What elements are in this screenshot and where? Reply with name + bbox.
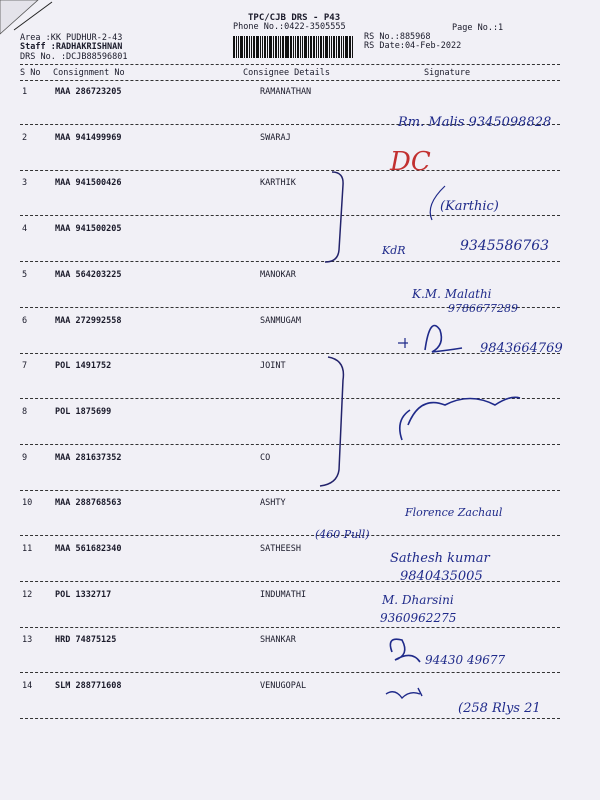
pen-stroke [398,338,408,348]
row-consignment: MAA 941499969 [55,133,122,143]
signature-14-scribble [386,688,422,698]
row-consignee: CO [260,453,271,463]
pen-bracket [320,357,343,486]
row-consignee: SANMUGAM [260,316,301,326]
row-sno: 6 [22,316,28,326]
row-sno: 4 [22,224,28,234]
row-divider [20,307,560,308]
row-divider [20,444,560,445]
row-consignment: MAA 941500205 [55,224,122,234]
row-sno: 7 [22,361,28,371]
row-consignment: MAA 281637352 [55,453,122,463]
signature-6-scribble [425,326,462,353]
row-divider [20,215,560,216]
row-divider [20,627,560,628]
row-consignee: KARTHIK [260,178,296,188]
row-consignment: MAA 288768563 [55,498,122,508]
row-divider [20,261,560,262]
barcode [233,36,353,58]
rs-number: RS No.:885968 [364,32,431,42]
row-consignee: JOINT [260,361,286,371]
rs-date: RS Date:04-Feb-2022 [364,41,462,51]
row-consignment: POL 1332717 [55,590,112,600]
staff-label: Staff :RADHAKRISHNAN [20,42,123,52]
signature-5-phone: 9786677289 [448,302,518,315]
row-divider [20,398,560,399]
row-divider [20,353,560,354]
row-consignment: MAA 286723205 [55,87,122,97]
phone-number: Phone No.:0422-3505555 [233,22,346,32]
row-consignment: MAA 272992558 [55,316,122,326]
note-11: (460 Pull) [315,528,370,541]
signature-13: 94430 49677 [425,653,506,667]
pen-bracket [325,172,343,262]
row-consignment: POL 1875699 [55,407,112,417]
column-header-signature: Signature [424,68,471,78]
row-divider [20,672,560,673]
row-divider [20,490,560,491]
signature-6: 9843664769 [480,341,563,356]
area-label: Area :KK PUDHUR-2-43 [20,33,123,43]
column-header-consignee: Consignee Details [243,68,330,78]
row-divider [20,535,560,536]
page-number: Page No.:1 [452,23,504,33]
divider [20,64,560,65]
divider [20,80,560,81]
signature-4-initials: KdR [382,244,406,257]
drs-number: DRS No. :DCJB88596801 [20,52,128,62]
column-header-sno: S No [20,68,41,78]
stamp-dc: DC [390,147,431,177]
row-consignee: ASHTY [260,498,286,508]
row-divider [20,124,560,125]
row-consignee: MANOKAR [260,270,296,280]
row-sno: 3 [22,178,28,188]
row-consignment: MAA 941500426 [55,178,122,188]
row-sno: 14 [22,681,33,691]
signature-14: (258 Rlys 21 [458,701,541,716]
row-consignee: INDUMATHI [260,590,307,600]
row-sno: 12 [22,590,33,600]
signature-3: (Karthic) [440,199,499,214]
sheet-title: TPC/CJB DRS - P43 [248,13,341,23]
row-sno: 5 [22,270,28,280]
row-consignee: SHANKAR [260,635,296,645]
row-consignment: MAA 561682340 [55,544,122,554]
row-divider [20,170,560,171]
row-consignee: SATHEESH [260,544,301,554]
row-consignment: POL 1491752 [55,361,112,371]
signature-4: 9345586763 [460,238,550,254]
signature-8-scribble [400,397,520,440]
row-sno: 8 [22,407,28,417]
row-consignment: HRD 74875125 [55,635,117,645]
signature-12-phone: 9360962275 [380,611,457,625]
column-header-consignment: Consignment No [53,68,125,78]
signature-13-scribble [390,639,420,662]
row-divider [20,718,560,719]
row-sno: 10 [22,498,33,508]
row-consignee: VENUGOPAL [260,681,307,691]
row-divider [20,581,560,582]
row-sno: 9 [22,453,28,463]
signature-11: Sathesh kumar [390,551,490,566]
signature-10: Florence Zachaul [405,506,503,519]
row-sno: 11 [22,544,33,554]
signature-5: K.M. Malathi [412,287,492,301]
row-consignment: SLM 288771608 [55,681,122,691]
row-consignment: MAA 564203225 [55,270,122,280]
signature-12: M. Dharsini [382,593,454,607]
row-consignee: RAMANATHAN [260,87,312,97]
row-sno: 13 [22,635,33,645]
row-sno: 2 [22,133,28,143]
signature-11-phone: 9840435005 [400,569,483,584]
row-sno: 1 [22,87,28,97]
signature-1: Rm. Malis 9345098828 [398,115,552,130]
row-consignee: SWARAJ [260,133,291,143]
